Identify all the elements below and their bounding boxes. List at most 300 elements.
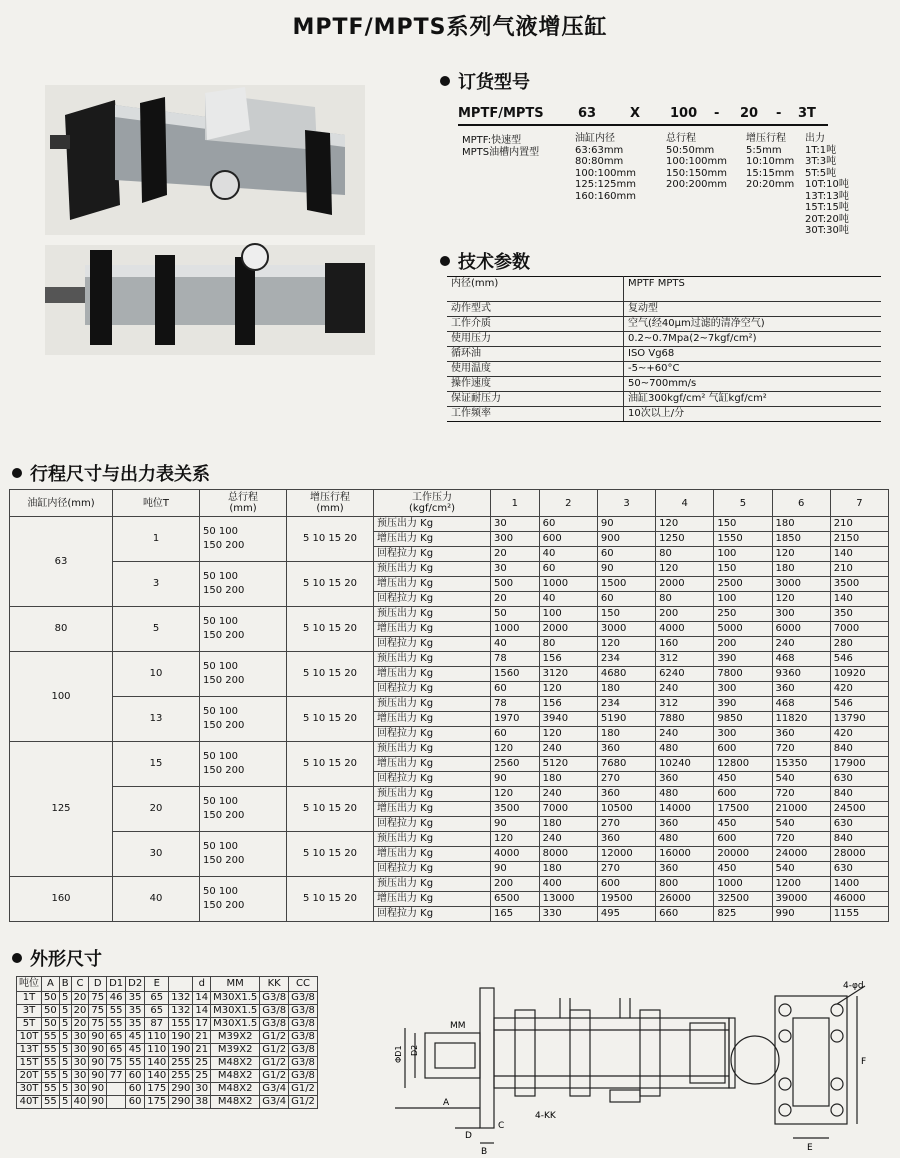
dims-cell: 155 bbox=[169, 1018, 193, 1031]
stroke-cell bbox=[200, 832, 287, 877]
force-row bbox=[10, 742, 889, 757]
stroke-text: 50 100 bbox=[203, 661, 238, 672]
stroke-text: 150 200 bbox=[203, 540, 245, 551]
spec-row bbox=[447, 347, 881, 362]
force-value: 3940 bbox=[539, 712, 597, 727]
dims-cell: 55 bbox=[42, 1083, 60, 1096]
force-value: 6000 bbox=[772, 622, 830, 637]
dims-cell: G1/2 bbox=[289, 1083, 318, 1096]
label-mm: MM bbox=[450, 1021, 466, 1031]
dims-cell: G3/8 bbox=[289, 1070, 318, 1083]
spec-key: 使用压力 bbox=[447, 332, 624, 347]
dims-cell: G1/2 bbox=[260, 1070, 289, 1083]
force-value: 165 bbox=[491, 907, 540, 922]
force-value: 40 bbox=[539, 547, 597, 562]
stroke-text: 50 100 bbox=[203, 751, 238, 762]
label-f: F bbox=[861, 1057, 867, 1067]
force-label: 预压出力 Kg bbox=[374, 787, 491, 802]
force-label: 回程拉力 Kg bbox=[374, 682, 491, 697]
dims-cell: G3/4 bbox=[260, 1083, 289, 1096]
force-value: 6500 bbox=[491, 892, 540, 907]
dims-row bbox=[17, 1096, 318, 1109]
stroke-text: 150 200 bbox=[203, 855, 245, 866]
dims-cell: 290 bbox=[169, 1083, 193, 1096]
dims-header-cell: CC bbox=[289, 977, 318, 992]
force-value: 4000 bbox=[656, 622, 714, 637]
force-header-text: 增压行程 bbox=[310, 492, 350, 503]
force-value: 500 bbox=[491, 577, 540, 592]
force-header-text: 总行程 bbox=[228, 492, 258, 503]
force-value: 150 bbox=[714, 562, 772, 577]
dims-cell: G1/2 bbox=[260, 1044, 289, 1057]
spec-value: 复动型 bbox=[624, 302, 882, 317]
order-code bbox=[458, 106, 828, 126]
force-value: 40 bbox=[491, 637, 540, 652]
spec-row bbox=[447, 277, 881, 302]
force-value: 140 bbox=[830, 547, 888, 562]
dims-cell: 20 bbox=[71, 992, 89, 1005]
force-value: 80 bbox=[656, 547, 714, 562]
force-value: 480 bbox=[656, 832, 714, 847]
dims-cell: 87 bbox=[145, 1018, 169, 1031]
dims-cell: 20 bbox=[71, 1018, 89, 1031]
force-label: 预压出力 Kg bbox=[374, 517, 491, 532]
spec-row bbox=[447, 377, 881, 392]
order-heading: 订货型号 bbox=[440, 68, 530, 94]
spec-key: 操作速度 bbox=[447, 377, 624, 392]
dims-cell: 255 bbox=[169, 1057, 193, 1070]
label-kk: 4-KK bbox=[535, 1111, 556, 1121]
force-value: 540 bbox=[772, 817, 830, 832]
dims-cell: 60 bbox=[126, 1096, 145, 1109]
force-value: 7000 bbox=[830, 622, 888, 637]
force-value: 840 bbox=[830, 832, 888, 847]
dims-cell: M39X2 bbox=[211, 1031, 260, 1044]
force-value: 420 bbox=[830, 727, 888, 742]
force-value: 240 bbox=[656, 682, 714, 697]
code-sep-x: X bbox=[630, 106, 641, 121]
force-row bbox=[10, 877, 889, 892]
dims-cell: 21 bbox=[193, 1031, 211, 1044]
force-value: 720 bbox=[772, 832, 830, 847]
dims-cell: G3/8 bbox=[289, 1031, 318, 1044]
dims-header-cell bbox=[169, 977, 193, 992]
force-row bbox=[10, 652, 889, 667]
force-value: 150 bbox=[714, 517, 772, 532]
force-value: 600 bbox=[714, 787, 772, 802]
dims-cell: 55 bbox=[42, 1044, 60, 1057]
force-value: 900 bbox=[597, 532, 655, 547]
force-label: 增压出力 Kg bbox=[374, 577, 491, 592]
dims-cell: G3/8 bbox=[260, 1018, 289, 1031]
dims-cell: 10T bbox=[17, 1031, 42, 1044]
force-value: 234 bbox=[597, 652, 655, 667]
dims-cell: M48X2 bbox=[211, 1083, 260, 1096]
dims-cell: 50 bbox=[42, 1018, 60, 1031]
force-value: 90 bbox=[491, 772, 540, 787]
dims-cell: 46 bbox=[107, 992, 126, 1005]
force-label: 回程拉力 Kg bbox=[374, 547, 491, 562]
dims-header-cell: MM bbox=[211, 977, 260, 992]
force-value: 1550 bbox=[714, 532, 772, 547]
stroke-text: 50 100 bbox=[203, 616, 238, 627]
code-stroke: 100 bbox=[670, 106, 698, 121]
force-value: 3500 bbox=[830, 577, 888, 592]
dims-cell: 190 bbox=[169, 1044, 193, 1057]
force-value: 13790 bbox=[830, 712, 888, 727]
force-value: 90 bbox=[597, 517, 655, 532]
force-header-cell bbox=[830, 490, 888, 517]
force-row bbox=[10, 697, 889, 712]
force-value: 1000 bbox=[714, 877, 772, 892]
dims-cell: 75 bbox=[89, 992, 107, 1005]
ton-cell: 5 bbox=[113, 607, 200, 652]
dims-cell: 13T bbox=[17, 1044, 42, 1057]
force-value: 300 bbox=[772, 607, 830, 622]
dims-header-cell: E bbox=[145, 977, 169, 992]
force-value: 120 bbox=[656, 562, 714, 577]
force-header-cell bbox=[772, 490, 830, 517]
force-value: 30 bbox=[491, 562, 540, 577]
force-label: 回程拉力 Kg bbox=[374, 727, 491, 742]
option-bore: 油缸内径 63:63mm 80:80mm 100:100mm 125:125mm 160:160mm bbox=[575, 133, 637, 202]
force-header-text: 1 bbox=[511, 497, 519, 509]
force-value: 2500 bbox=[714, 577, 772, 592]
force-header-cell bbox=[200, 490, 287, 517]
dims-header-cell: B bbox=[59, 977, 71, 992]
force-value: 300 bbox=[714, 727, 772, 742]
dims-cell: 35 bbox=[126, 992, 145, 1005]
stroke-cell bbox=[200, 607, 287, 652]
dims-cell: 35 bbox=[126, 1005, 145, 1018]
spec-key: 工作频率 bbox=[447, 407, 624, 422]
force-value: 180 bbox=[597, 727, 655, 742]
force-value: 1970 bbox=[491, 712, 540, 727]
dims-cell: 15T bbox=[17, 1057, 42, 1070]
dims-cell: 75 bbox=[89, 1005, 107, 1018]
force-header-text: (kgf/cm²) bbox=[408, 503, 456, 514]
dims-cell: M48X2 bbox=[211, 1057, 260, 1070]
dims-cell: G3/8 bbox=[289, 1044, 318, 1057]
force-row bbox=[10, 787, 889, 802]
force-value: 300 bbox=[714, 682, 772, 697]
force-header-cell bbox=[10, 490, 113, 517]
force-value: 80 bbox=[656, 592, 714, 607]
force-value: 78 bbox=[491, 652, 540, 667]
force-value: 1500 bbox=[597, 577, 655, 592]
dims-cell: 30T bbox=[17, 1083, 42, 1096]
boost-cell: 5 10 15 20 bbox=[287, 787, 374, 832]
force-value: 3120 bbox=[539, 667, 597, 682]
stroke-text: 150 200 bbox=[203, 765, 245, 776]
force-value: 120 bbox=[772, 592, 830, 607]
option-model: MPTF:快速型 MPTS油槽内置型 bbox=[462, 135, 540, 158]
force-value: 250 bbox=[714, 607, 772, 622]
dims-row bbox=[17, 1018, 318, 1031]
dims-cell: 21 bbox=[193, 1044, 211, 1057]
force-value: 180 bbox=[597, 682, 655, 697]
code-output: 3T bbox=[798, 106, 816, 121]
dims-cell: 90 bbox=[89, 1031, 107, 1044]
dims-cell: 90 bbox=[89, 1070, 107, 1083]
force-label: 预压出力 Kg bbox=[374, 652, 491, 667]
force-value: 20000 bbox=[714, 847, 772, 862]
dims-cell: M48X2 bbox=[211, 1070, 260, 1083]
force-table bbox=[9, 489, 889, 922]
code-sep-1: - bbox=[714, 106, 720, 121]
force-row bbox=[10, 517, 889, 532]
dims-cell: 55 bbox=[42, 1031, 60, 1044]
force-value: 100 bbox=[539, 607, 597, 622]
ton-cell: 13 bbox=[113, 697, 200, 742]
force-value: 2000 bbox=[656, 577, 714, 592]
dims-cell: 77 bbox=[107, 1070, 126, 1083]
dims-cell: G3/8 bbox=[289, 1057, 318, 1070]
force-header-text: 7 bbox=[856, 497, 863, 509]
dims-row bbox=[17, 1083, 318, 1096]
dims-cell: 14 bbox=[193, 992, 211, 1005]
force-value: 280 bbox=[830, 637, 888, 652]
ton-cell: 3 bbox=[113, 562, 200, 607]
bore-cell: 100 bbox=[10, 652, 113, 742]
dims-cell: G1/2 bbox=[260, 1031, 289, 1044]
force-header-cell bbox=[374, 490, 491, 517]
dims-cell: 65 bbox=[145, 992, 169, 1005]
dims-header-cell: D2 bbox=[126, 977, 145, 992]
force-value: 78 bbox=[491, 697, 540, 712]
dims-cell: 55 bbox=[42, 1070, 60, 1083]
dims-cell: 3T bbox=[17, 1005, 42, 1018]
dims-cell: 55 bbox=[107, 1005, 126, 1018]
dims-cell: 35 bbox=[126, 1018, 145, 1031]
product-photo-bottom bbox=[45, 245, 375, 355]
spec-key: 工作介质 bbox=[447, 317, 624, 332]
dims-cell: 5 bbox=[59, 1018, 71, 1031]
force-value: 21000 bbox=[772, 802, 830, 817]
spec-value: -5~+60°C bbox=[624, 362, 882, 377]
force-value: 156 bbox=[539, 652, 597, 667]
force-value: 1850 bbox=[772, 532, 830, 547]
spec-value: 50~700mm/s bbox=[624, 377, 882, 392]
dims-cell: 30 bbox=[71, 1057, 89, 1070]
bore-cell: 125 bbox=[10, 742, 113, 877]
force-value: 390 bbox=[714, 697, 772, 712]
force-value: 400 bbox=[539, 877, 597, 892]
force-value: 60 bbox=[597, 547, 655, 562]
dims-cell: G1/2 bbox=[260, 1057, 289, 1070]
force-value: 312 bbox=[656, 652, 714, 667]
dims-cell: 25 bbox=[193, 1057, 211, 1070]
dims-cell: 5T bbox=[17, 1018, 42, 1031]
force-value: 8000 bbox=[539, 847, 597, 862]
force-value: 1000 bbox=[539, 577, 597, 592]
dims-cell: 25 bbox=[193, 1070, 211, 1083]
force-value: 9360 bbox=[772, 667, 830, 682]
force-value: 90 bbox=[491, 862, 540, 877]
force-value: 270 bbox=[597, 772, 655, 787]
bore-cell: 160 bbox=[10, 877, 113, 922]
force-value: 10240 bbox=[656, 757, 714, 772]
dims-cell: M30X1.5 bbox=[211, 1018, 260, 1031]
dims-cell: 38 bbox=[193, 1096, 211, 1109]
force-value: 360 bbox=[597, 832, 655, 847]
force-header-text: 工作压力 bbox=[412, 492, 452, 503]
force-value: 210 bbox=[830, 562, 888, 577]
stroke-text: 50 100 bbox=[203, 706, 238, 717]
force-header-text: 6 bbox=[797, 497, 805, 509]
ton-cell: 1 bbox=[113, 517, 200, 562]
force-value: 1400 bbox=[830, 877, 888, 892]
force-header-cell bbox=[597, 490, 655, 517]
force-value: 120 bbox=[772, 547, 830, 562]
force-value: 546 bbox=[830, 697, 888, 712]
dims-cell: 75 bbox=[89, 1018, 107, 1031]
force-value: 720 bbox=[772, 742, 830, 757]
dims-cell: 140 bbox=[145, 1057, 169, 1070]
force-value: 16000 bbox=[656, 847, 714, 862]
force-value: 15350 bbox=[772, 757, 830, 772]
dims-cell: M48X2 bbox=[211, 1096, 260, 1109]
force-value: 600 bbox=[597, 877, 655, 892]
spec-value: 10次以上/分 bbox=[624, 407, 882, 422]
dims-cell: 5 bbox=[59, 1057, 71, 1070]
force-value: 800 bbox=[656, 877, 714, 892]
force-value: 240 bbox=[539, 787, 597, 802]
force-value: 840 bbox=[830, 742, 888, 757]
label-b: B bbox=[481, 1147, 488, 1157]
force-heading: 行程尺寸与出力表关系 bbox=[12, 460, 210, 486]
force-value: 240 bbox=[656, 727, 714, 742]
force-row bbox=[10, 562, 889, 577]
spec-key: 内径(mm) bbox=[447, 277, 624, 302]
force-value: 4000 bbox=[491, 847, 540, 862]
force-value: 1560 bbox=[491, 667, 540, 682]
code-bore: 63 bbox=[578, 106, 597, 121]
dims-cell: 5 bbox=[59, 1031, 71, 1044]
force-value: 160 bbox=[656, 637, 714, 652]
option-stroke: 总行程 50:50mm 100:100mm 150:150mm 200:200mm bbox=[666, 133, 728, 190]
dims-cell: 65 bbox=[145, 1005, 169, 1018]
force-value: 80 bbox=[539, 637, 597, 652]
force-value: 300 bbox=[491, 532, 540, 547]
dims-cell: 5 bbox=[59, 1070, 71, 1083]
force-label: 增压出力 Kg bbox=[374, 802, 491, 817]
force-value: 20 bbox=[491, 547, 540, 562]
label-d: D bbox=[465, 1131, 472, 1141]
force-value: 330 bbox=[539, 907, 597, 922]
dims-cell: 90 bbox=[89, 1044, 107, 1057]
dims-cell: G1/2 bbox=[289, 1096, 318, 1109]
spec-value: MPTF MPTS bbox=[624, 277, 882, 302]
dims-cell: 17 bbox=[193, 1018, 211, 1031]
force-value: 990 bbox=[772, 907, 830, 922]
force-label: 增压出力 Kg bbox=[374, 892, 491, 907]
force-row bbox=[10, 607, 889, 622]
force-value: 180 bbox=[539, 817, 597, 832]
force-label: 增压出力 Kg bbox=[374, 712, 491, 727]
force-value: 60 bbox=[539, 562, 597, 577]
force-value: 180 bbox=[772, 562, 830, 577]
spec-row bbox=[447, 392, 881, 407]
stroke-text: 50 100 bbox=[203, 796, 238, 807]
force-value: 600 bbox=[714, 742, 772, 757]
spec-row bbox=[447, 407, 881, 422]
dims-cell: 90 bbox=[89, 1083, 107, 1096]
dims-cell: 30 bbox=[71, 1031, 89, 1044]
stroke-cell bbox=[200, 652, 287, 697]
force-value: 60 bbox=[491, 682, 540, 697]
force-value: 120 bbox=[656, 517, 714, 532]
force-header-text: 4 bbox=[681, 497, 688, 509]
dims-cell: M30X1.5 bbox=[211, 1005, 260, 1018]
option-output: 出力 1T:1吨 3T:3吨 5T:5吨 10T:10吨 13T:13吨 15T:15吨 20T:20吨 30T:30吨 bbox=[805, 133, 849, 236]
force-value: 50 bbox=[491, 607, 540, 622]
label-c: C bbox=[498, 1121, 505, 1131]
force-value: 825 bbox=[714, 907, 772, 922]
force-value: 240 bbox=[539, 832, 597, 847]
stroke-cell bbox=[200, 697, 287, 742]
label-d2: D2 bbox=[410, 1044, 419, 1056]
force-label: 预压出力 Kg bbox=[374, 697, 491, 712]
boost-cell: 5 10 15 20 bbox=[287, 517, 374, 562]
stroke-cell bbox=[200, 742, 287, 787]
force-value: 495 bbox=[597, 907, 655, 922]
dims-cell: 290 bbox=[169, 1096, 193, 1109]
dims-header-cell: d bbox=[193, 977, 211, 992]
dims-cell: 40T bbox=[17, 1096, 42, 1109]
force-value: 3000 bbox=[597, 622, 655, 637]
force-label: 回程拉力 Kg bbox=[374, 817, 491, 832]
stroke-text: 50 100 bbox=[203, 571, 238, 582]
code-sep-2: - bbox=[776, 106, 782, 121]
force-value: 2000 bbox=[539, 622, 597, 637]
dims-cell: 20 bbox=[71, 1005, 89, 1018]
dims-row bbox=[17, 1031, 318, 1044]
dims-cell: 55 bbox=[107, 1018, 126, 1031]
force-label: 增压出力 Kg bbox=[374, 847, 491, 862]
force-value: 7800 bbox=[714, 667, 772, 682]
force-value: 140 bbox=[830, 592, 888, 607]
force-value: 720 bbox=[772, 787, 830, 802]
force-value: 180 bbox=[539, 862, 597, 877]
spec-row bbox=[447, 317, 881, 332]
dims-cell: 1T bbox=[17, 992, 42, 1005]
dims-cell: 175 bbox=[145, 1096, 169, 1109]
force-value: 6240 bbox=[656, 667, 714, 682]
force-value: 360 bbox=[656, 862, 714, 877]
force-label: 增压出力 Kg bbox=[374, 667, 491, 682]
force-label: 预压出力 Kg bbox=[374, 877, 491, 892]
bullet-icon bbox=[12, 468, 22, 478]
spec-key: 循环油 bbox=[447, 347, 624, 362]
dims-table bbox=[16, 976, 318, 1109]
dims-cell: 55 bbox=[42, 1096, 60, 1109]
label-hole: 4-φd bbox=[843, 981, 864, 991]
force-header-text: 油缸内径(mm) bbox=[27, 497, 95, 509]
stroke-cell bbox=[200, 562, 287, 607]
force-value: 30 bbox=[491, 517, 540, 532]
force-value: 120 bbox=[539, 727, 597, 742]
force-value: 630 bbox=[830, 862, 888, 877]
dims-cell: 45 bbox=[126, 1044, 145, 1057]
force-value: 450 bbox=[714, 772, 772, 787]
dims-header-cell: KK bbox=[260, 977, 289, 992]
force-header-cell bbox=[287, 490, 374, 517]
force-value: 120 bbox=[491, 832, 540, 847]
dims-row bbox=[17, 1070, 318, 1083]
force-value: 100 bbox=[714, 592, 772, 607]
force-value: 240 bbox=[539, 742, 597, 757]
